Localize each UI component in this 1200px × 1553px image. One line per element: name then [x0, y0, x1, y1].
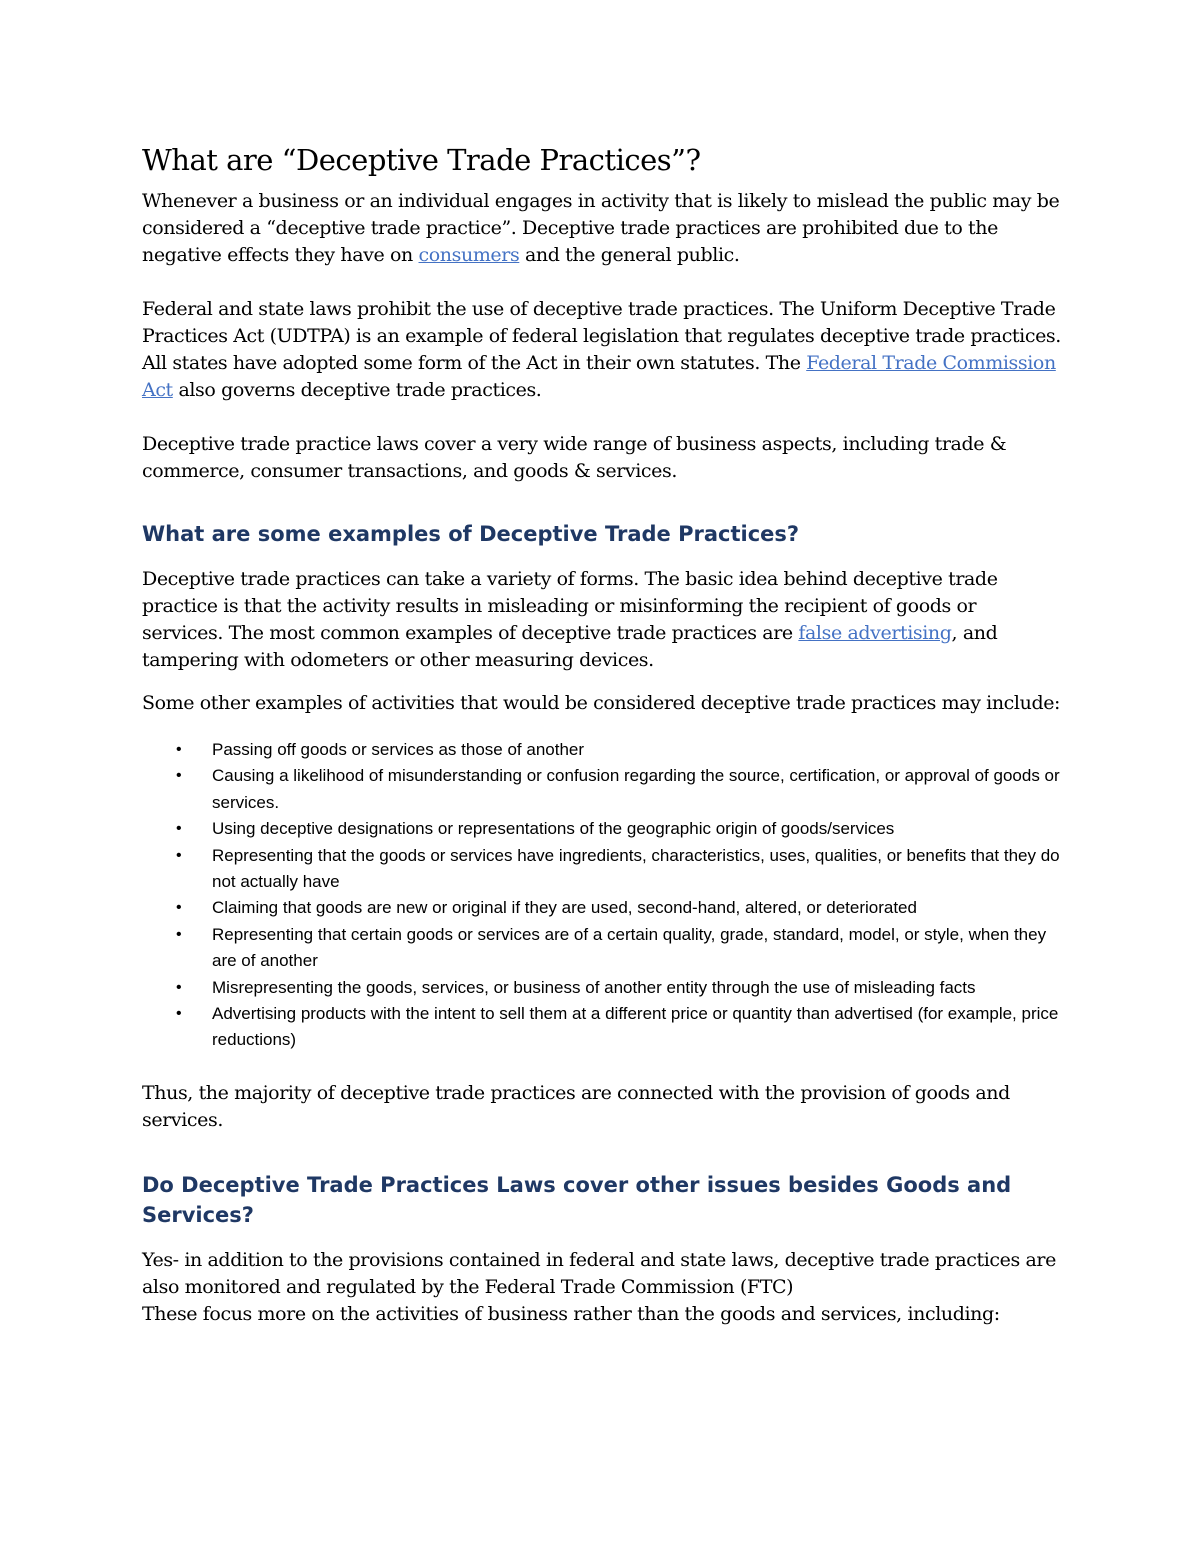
bullet-icon: •: [176, 978, 182, 996]
list-item-text: Representing that certain goods or services are of a certain quality, grade, standard, model, or style, when they are of another: [212, 924, 1047, 971]
intro-paragraph-2: [142, 296, 1062, 404]
list-item: [176, 975, 1062, 1001]
examples-paragraph-2: Some other examples of activities that would be considered deceptive trade practices may include:: [142, 692, 1061, 714]
list-item: [176, 763, 1062, 816]
examples-p1-text-end: , and tampering with odometers or other measuring devices.: [142, 622, 998, 671]
other-issues-paragraph-1: Yes- in addition to the provisions contained in federal and state laws, deceptive trade practices are also monitored and regulated by the Federal Trade Commission (FTC): [142, 1248, 1056, 1298]
list-item-text: Passing off goods or services as those of another: [212, 740, 585, 759]
other-issues-paragraph-2: These focus more on the activities of business rather than the goods and services, including:: [142, 1302, 1000, 1325]
bullet-icon: •: [176, 899, 182, 917]
consumers-link[interactable]: consumers: [418, 244, 520, 266]
section-heading-examples: What are some examples of Deceptive Trade Practices?: [142, 522, 800, 546]
intro-paragraph-3: Deceptive trade practice laws cover a very wide range of business aspects, including trade & commerce, consumer transactions, and goods & services.: [142, 433, 1007, 482]
list-item: [176, 895, 1062, 921]
false-advertising-link[interactable]: false advertising: [798, 622, 952, 644]
bullet-icon: •: [176, 820, 182, 838]
bullet-icon: •: [176, 925, 182, 943]
section-heading-other-issues: Do Deceptive Trade Practices Laws cover other issues besides Goods and Services?: [142, 1172, 1012, 1227]
bullet-icon: •: [176, 767, 182, 785]
intro-p2-text-start: Federal and state laws prohibit the use of deceptive trade practices. The Uniform Deceptive Trade Practices Act (UDTPA) is an example of federal legislation that regulates deceptive trade practices. All states have adopted some form of the Act in their own statutes. The: [142, 298, 1061, 374]
examples-paragraph-3: Thus, the majority of deceptive trade practices are connected with the provision of goods and services.: [142, 1081, 1010, 1131]
federal-trade-commission-act-link[interactable]: Federal Trade Commission Act: [142, 352, 1056, 401]
bullet-icon: •: [176, 741, 182, 758]
list-item-text: Misrepresenting the goods, services, or business of another entity through the use of misleading facts: [212, 977, 976, 997]
list-item-text: Using deceptive designations or representations of the geographic origin of goods/services: [212, 819, 895, 839]
intro-p2-text-end: also governs deceptive trade practices.: [172, 379, 542, 401]
examples-bullet-list: [142, 737, 1062, 1054]
document-page: [142, 138, 1062, 1328]
list-item: [176, 1001, 1062, 1054]
list-item-text: Causing a likelihood of misunderstanding or confusion regarding the source, certification, or approval of goods or services.: [212, 766, 1060, 812]
intro-p1-text-start: Whenever a business or an individual engages in activity that is likely to mislead the public may be considered a “deceptive trade practice”. Deceptive trade practices are prohibited due to the negative effects they have on: [142, 190, 1060, 266]
examples-paragraph-1: [142, 566, 1062, 674]
intro-p1-text-end: and the general public.: [519, 244, 740, 266]
list-item-text: Claiming that goods are new or original if they are used, second-hand, altered, or deteriorated: [212, 898, 917, 918]
intro-paragraph-1: [142, 188, 1062, 269]
list-item: [176, 816, 1062, 842]
bullet-icon: •: [176, 846, 182, 864]
list-item-text: Advertising products with the intent to sell them at a different price or quantity than advertised (for example, price reductions): [212, 1004, 1059, 1050]
examples-p1-text-start: Deceptive trade practices can take a variety of forms. The basic idea behind deceptive trade practice is that the activity results in misleading or misinforming the recipient of goods or services. The most common examples of deceptive trade practices are: [142, 568, 998, 644]
list-item: [176, 737, 1062, 763]
page-title: What are “Deceptive Trade Practices”?: [142, 143, 701, 177]
list-item: [176, 922, 1062, 975]
bullet-icon: •: [176, 1005, 182, 1023]
list-item: [176, 843, 1062, 896]
list-item-text: Representing that the goods or services have ingredients, characteristics, uses, qualities, or benefits that they do not actually have: [212, 845, 1060, 892]
